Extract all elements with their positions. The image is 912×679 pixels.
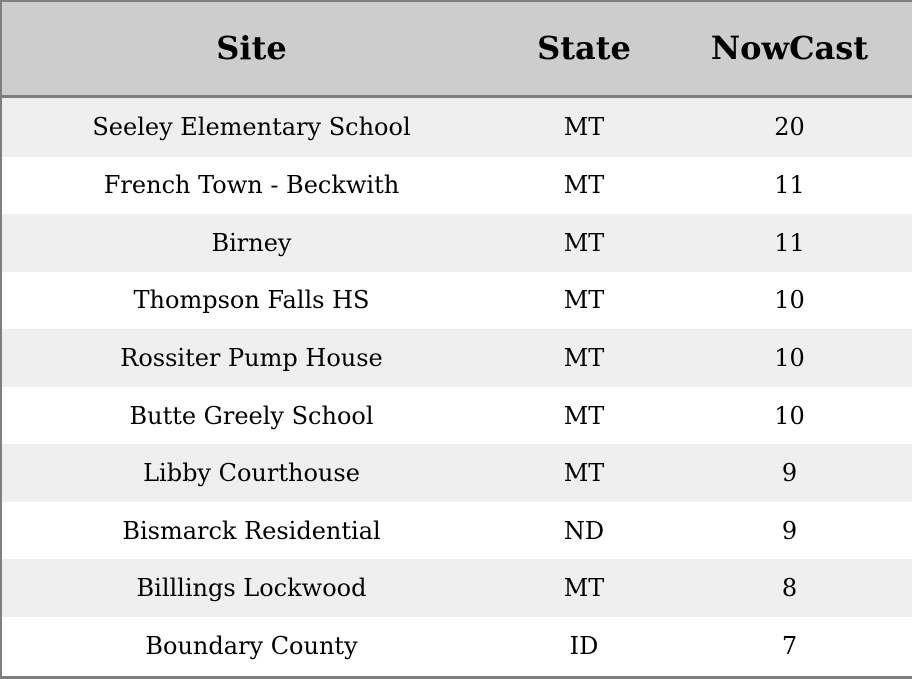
column-header-state: State <box>501 1 667 96</box>
nowcast-cell: 8 <box>781 574 798 603</box>
nowcast-cell: 11 <box>774 228 805 257</box>
column-header-nowcast: NowCast <box>667 1 912 96</box>
site-cell: Libby Courthouse <box>143 459 360 488</box>
site-cell: Butte Greely School <box>129 401 374 430</box>
column-header-site: Site <box>1 1 501 96</box>
table-row <box>1 444 912 502</box>
table-row <box>1 329 912 387</box>
site-cell: Rossiter Pump House <box>120 343 383 372</box>
table-row <box>1 502 912 560</box>
table-row <box>1 96 912 157</box>
nowcast-cell: 9 <box>781 516 798 545</box>
nowcast-cell: 10 <box>774 401 805 430</box>
nowcast-cell: 10 <box>774 343 805 372</box>
state-cell: MT <box>563 113 605 142</box>
table-header <box>1 1 912 96</box>
nowcast-cell: 7 <box>781 632 798 661</box>
header-row <box>1 1 912 96</box>
state-cell: MT <box>563 343 605 372</box>
site-cell: Birney <box>211 228 292 257</box>
table-body <box>1 96 912 678</box>
site-cell: Boundary County <box>145 632 358 661</box>
table-row <box>1 387 912 445</box>
state-cell: MT <box>563 574 605 603</box>
state-cell: MT <box>563 286 605 315</box>
site-cell: Thompson Falls HS <box>133 286 370 315</box>
table-row <box>1 559 912 617</box>
state-cell: ID <box>569 632 599 661</box>
site-cell: Seeley Elementary School <box>92 113 411 142</box>
table-row <box>1 617 912 678</box>
state-cell: ND <box>563 516 605 545</box>
nowcast-cell: 11 <box>774 171 805 200</box>
nowcast-cell: 10 <box>774 286 805 315</box>
state-cell: MT <box>563 171 605 200</box>
site-cell: Billlings Lockwood <box>136 574 367 603</box>
table-row <box>1 272 912 330</box>
state-cell: MT <box>563 228 605 257</box>
site-cell: Bismarck Residential <box>122 516 381 545</box>
nowcast-cell: 9 <box>781 459 798 488</box>
table-row <box>1 214 912 272</box>
nowcast-cell: 20 <box>774 113 805 142</box>
site-cell: French Town - Beckwith <box>103 171 400 200</box>
state-cell: MT <box>563 401 605 430</box>
table-row <box>1 157 912 215</box>
state-cell: MT <box>563 459 605 488</box>
